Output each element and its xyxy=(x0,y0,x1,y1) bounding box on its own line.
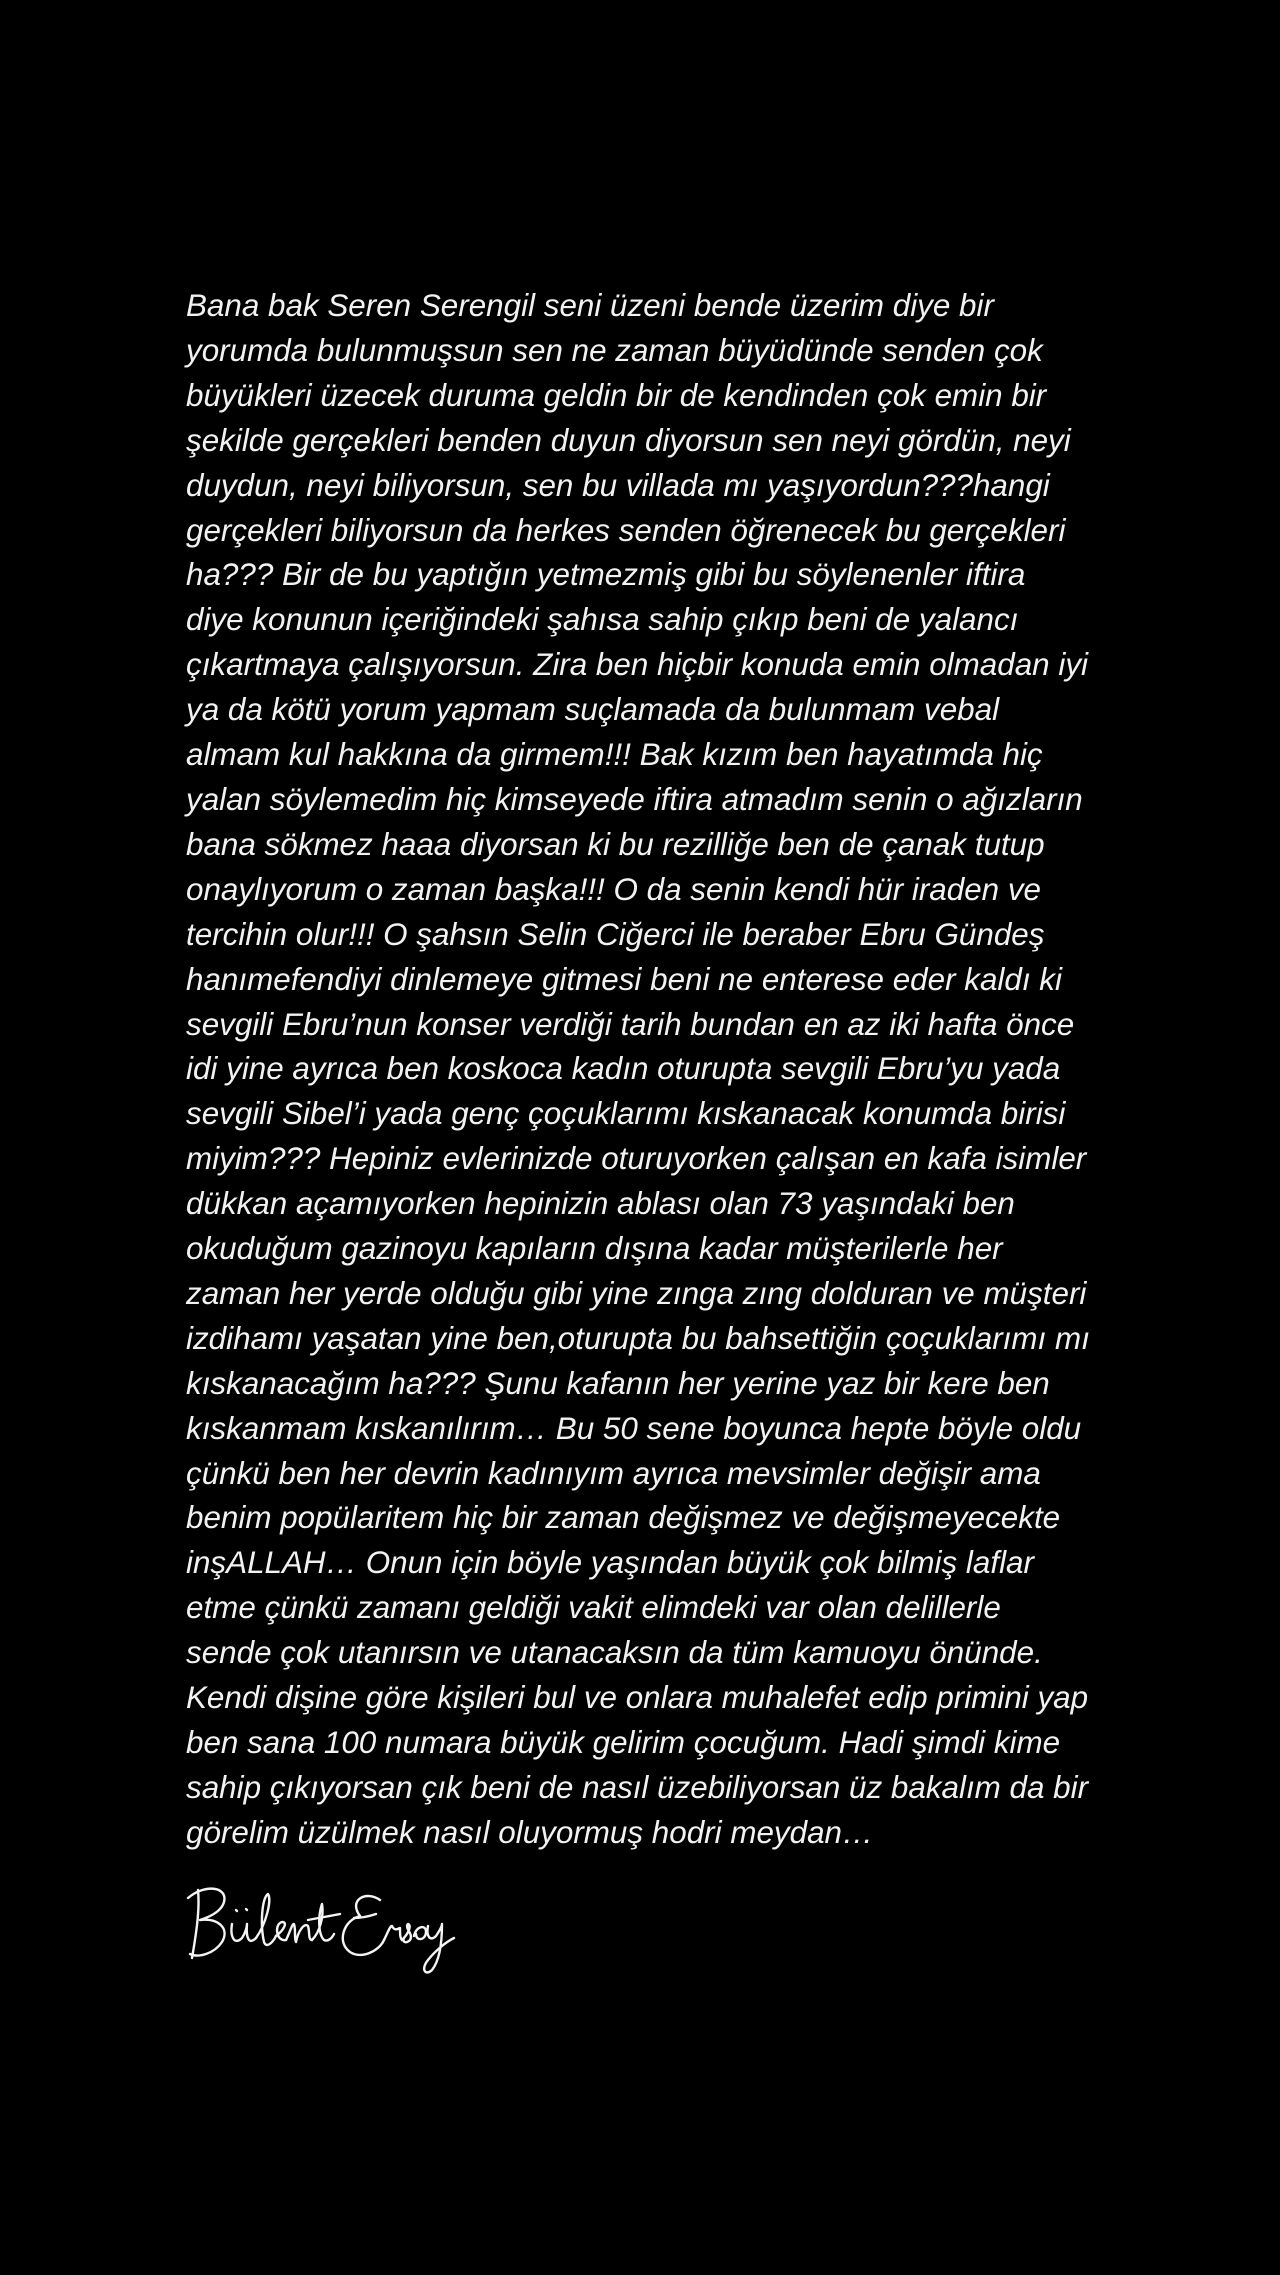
letter-line: zaman her yerde olduğu gibi yine zınga zıng dolduran ve müşteri xyxy=(186,1275,1087,1311)
letter-line: sevgili Sibel’i yada genç çoçuklarımı kıskanacak konumda birisi xyxy=(186,1096,1066,1132)
letter-line: izdihamı yaşatan yine ben,oturupta bu bahsettiğin çoçuklarımı mı xyxy=(186,1320,1090,1356)
letter-line: dükkan açamıyorken hepinizin ablası olan 73 yaşındaki ben xyxy=(186,1186,1015,1222)
letter-line: diye konunun içeriğindeki şahısa sahip çıkıp beni de yalancı xyxy=(186,602,1019,638)
letter-line: kıskanacağım ha??? Şunu kafanın her yerine yaz bir kere ben xyxy=(186,1365,1050,1401)
letter-line: gerçekleri biliyorsun da herkes senden öğrenecek bu gerçekleri xyxy=(186,512,1066,548)
letter-body xyxy=(186,284,1126,1856)
letter-line: idi yine ayrıca ben koskoca kadın oturupta sevgili Ebru’yu yada xyxy=(186,1051,1061,1087)
letter-line: sende çok utanırsın ve utanacaksın da tüm kamuoyu önünde. xyxy=(186,1635,1043,1671)
letter-line: onaylıyorum o zaman başka!!! O da senin kendi hür iraden ve xyxy=(186,871,1041,907)
letter-line: Kendi dişine göre kişileri bul ve onlara muhalefet edip primini yap xyxy=(186,1680,1089,1716)
letter-line: büyükleri üzecek duruma geldin bir de kendinden çok emin bir xyxy=(186,377,1047,413)
letter-line: hanımefendiyi dinlemeye gitmesi beni ne enterese eder kaldı ki xyxy=(186,961,1062,997)
letter-line: çıkartmaya çalışıyorsun. Zira ben hiçbir konuda emin olmadan iyi xyxy=(186,647,1089,683)
letter-line: ya da kötü yorum yapmam suçlamada da bulunmam vebal xyxy=(186,692,1000,728)
letter-line: bana sökmez haaa diyorsan ki bu rezilliğe ben de çanak tutup xyxy=(186,826,1045,862)
letter-line: almam kul hakkına da girmem!!! Bak kızım ben hayatımda hiç xyxy=(186,737,1043,773)
letter-line: ben sana 100 numara büyük gelirim çocuğum. Hadi şimdi kime xyxy=(186,1725,1061,1760)
letter-line: tercihin olur!!! O şahsın Selin Ciğerci ile beraber Ebru Gündeş xyxy=(186,916,1045,952)
letter-line: Bana bak Seren Serengil seni üzeni bende üzerim diye bir xyxy=(186,288,994,323)
letter-line: etme çünkü zamanı geldiği vakit elimdeki var olan delillerle xyxy=(186,1590,1001,1626)
letter-line: miyim??? Hepiniz evlerinizde oturuyorken çalışan en kafa isimler xyxy=(186,1141,1087,1177)
letter-line: görelim üzülmek nasıl oluyormuş hodri meydan… xyxy=(186,1814,874,1850)
letter-line: ha??? Bir de bu yaptığın yetmezmiş gibi bu söylenenler iftira xyxy=(186,557,1026,593)
letter-line: çünkü ben her devrin kadınıyım ayrıca mevsimler değişir ama xyxy=(186,1455,1041,1491)
letter-line: kıskanmam kıskanılırım… Bu 50 sene boyunca hepte böyle oldu xyxy=(186,1410,1082,1446)
letter-line: sahip çıkıyorsan çık beni de nasıl üzebiliyorsan üz bakalım da bir xyxy=(186,1769,1089,1805)
letter-line: yalan söylemedim hiç kimseyede iftira atmadım senin o ağızların xyxy=(186,781,1083,817)
letter-line: benim popülaritem hiç bir zaman değişmez ve değişmeyecekte xyxy=(186,1500,1061,1536)
letter-line: okuduğum gazinoyu kapıların dışına kadar müşterilerle her xyxy=(186,1231,1003,1267)
letter-line: şekilde gerçekleri benden duyun diyorsun sen neyi gördün, neyi xyxy=(186,422,1071,458)
letter-line: inşALLAH… Onun için böyle yaşından büyük çok bilmiş laflar xyxy=(186,1545,1034,1581)
letter-line: sevgili Ebru’nun konser verdiği tarih bundan en az iki hafta önce xyxy=(186,1006,1075,1042)
signature-drawing xyxy=(184,1880,464,1980)
letter-line: duydun, neyi biliyorsun, sen bu villada mı yaşıyordun???hangi xyxy=(186,467,1050,503)
letter-line: yorumda bulunmuşsun sen ne zaman büyüdünde senden çok xyxy=(186,332,1043,368)
handwritten-signature xyxy=(184,1880,464,1980)
